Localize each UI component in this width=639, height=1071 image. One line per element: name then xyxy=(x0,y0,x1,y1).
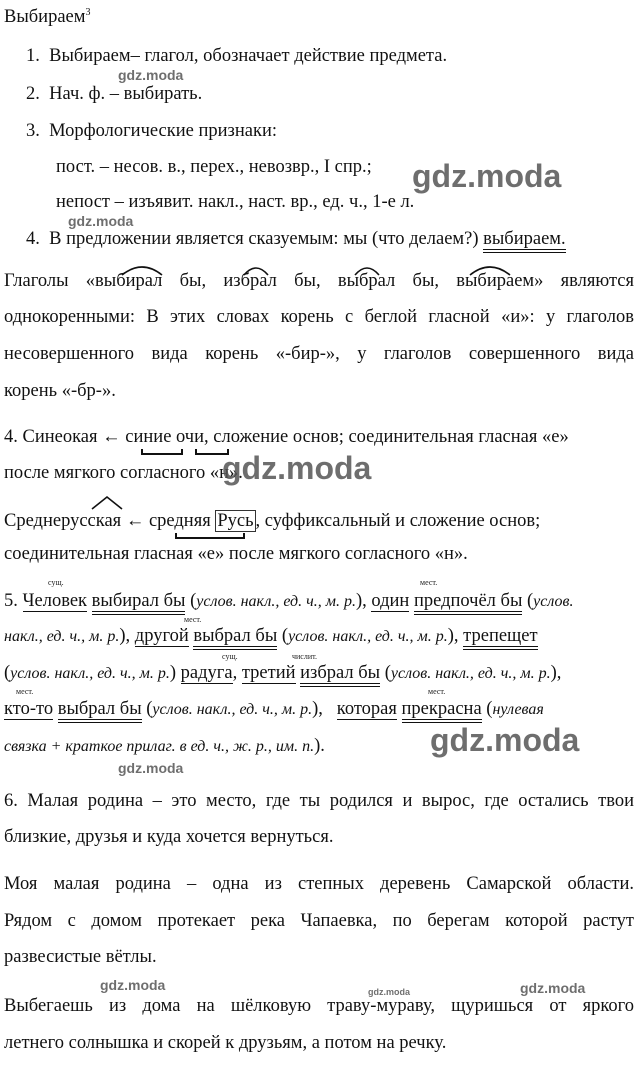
watermark: gdz.moda xyxy=(368,987,410,997)
connector-bracket-icon xyxy=(176,533,244,538)
para4b-line2: соединительная гласная «е» после мягкого согласного «н». xyxy=(4,544,468,564)
predicate-word: трепещет xyxy=(463,626,537,650)
watermark: gdz.moda xyxy=(68,213,134,229)
root-word-1: синие xyxy=(125,427,172,447)
pos-label: сущ. xyxy=(48,578,64,587)
predicate-word: выбрал бы xyxy=(193,626,277,650)
subject-word: третий xyxy=(241,663,296,683)
paren: ), xyxy=(447,626,459,646)
root-arc-icon xyxy=(355,268,379,275)
para7-line3: развесистые вётлы. xyxy=(4,947,157,967)
pos-label: мест. xyxy=(16,687,34,696)
paren: ), xyxy=(312,699,323,719)
grammar-note: связка + краткое прилаг. в ед. ч., ж. р., им. п. xyxy=(4,738,315,755)
grammar-note: услов. накл., ед. ч., м. р. xyxy=(196,593,356,610)
paren: ( xyxy=(4,663,11,683)
predicate-word: избрал бы xyxy=(300,663,380,687)
paren: ( xyxy=(146,699,153,719)
para1-line2: однокоренными: В этих словах корень с беглой гласной «и»: у глаголов xyxy=(4,307,634,327)
paren: ), xyxy=(550,663,562,683)
paren: ( xyxy=(281,626,289,646)
title-footnote-mark: 3 xyxy=(85,7,91,18)
root-word-2: Русь xyxy=(217,511,254,531)
list-number: 3. xyxy=(26,121,40,141)
predicate-word: прекрасна xyxy=(402,699,482,723)
grammar-note: услов. накл., ед. ч., м. р. xyxy=(10,665,170,682)
watermark: gdz.moda xyxy=(430,722,580,758)
constant-features: пост. – несов. в., перех., невозвр., I спр.; xyxy=(56,157,372,177)
grammar-note: нулевая xyxy=(492,701,544,718)
pos-label: мест. xyxy=(420,578,438,587)
root-arc-icon xyxy=(122,267,162,275)
predicate-word: выбираем. xyxy=(483,229,565,253)
root-arc-icon xyxy=(244,268,268,275)
watermark: gdz.moda xyxy=(520,980,586,996)
paren: ( xyxy=(486,699,493,719)
grammar-note: услов. накл., ед. ч., м. р. xyxy=(152,701,313,718)
para8-line2: летнего солнышка и скорей к друзьям, а потом на речку. xyxy=(4,1033,447,1053)
root-word-2: очи xyxy=(176,427,205,447)
para8-line1: Выбегаешь из дома на шёлковую траву-мураву, щуришься от яркого xyxy=(4,996,634,1016)
para6-line1: 6. Малая родина – это место, где ты родился и вырос, где остались твои xyxy=(4,791,634,811)
list-text: Нач. ф. – выбирать. xyxy=(49,84,203,104)
grammar-note: услов. накл., ед. ч., м. р. xyxy=(390,665,551,682)
compound-word: 4. Синеокая ← xyxy=(4,427,121,447)
watermark: gdz.moda xyxy=(118,760,184,776)
subject-word: которая xyxy=(336,699,397,719)
predicate-word: выбрал бы xyxy=(58,699,142,723)
para1-line3: несовершенного вида корень «-бир-», у глаголов совершенного вида xyxy=(4,344,634,364)
predicate-word: выбирал бы xyxy=(92,591,186,615)
paren: ), xyxy=(119,626,131,646)
para5-line3: (услов. накл., ед. ч., м. р.) радуга, третий избрал бы (услов. накл., ед. ч., м. р.), xyxy=(4,662,561,685)
paren: ). xyxy=(314,736,325,756)
pos-label: числит. xyxy=(292,652,318,661)
root-arc-icon xyxy=(470,267,510,275)
connector-bracket-icon xyxy=(142,449,182,454)
word-formation-note: , суффиксальный и сложение основ; xyxy=(255,511,541,531)
watermark: gdz.moda xyxy=(412,158,562,194)
watermark: gdz.moda xyxy=(118,67,184,83)
list-text: Выбираем– глагол, обозначает действие предмета. xyxy=(49,46,448,66)
watermark: gdz.moda xyxy=(100,977,166,993)
para4-line2: после мягкого согласного «н». xyxy=(4,463,243,483)
grammar-note: услов. накл., ед. ч., м. р. xyxy=(288,628,448,645)
para6-line2: близкие, друзья и куда хочется вернуться. xyxy=(4,827,334,847)
predicate-word: предпочёл бы xyxy=(414,591,522,615)
list-text: Морфологические признаки: xyxy=(49,121,277,141)
paren: ( xyxy=(190,591,197,611)
subject-word: кто-то xyxy=(4,699,54,719)
list-text: В предложении является сказуемым: мы (что делаем?) xyxy=(49,229,479,249)
para7-line2: Рядом с домом протекает река Чапаевка, по берегам которой растут xyxy=(4,911,634,931)
suffix-caret-icon xyxy=(92,497,122,509)
para1-line1: Глаголы «выбирал бы, избрал бы, выбрал бы, выбираем» являются xyxy=(4,271,634,291)
watermark: gdz.moda xyxy=(222,450,372,486)
variable-features: непост – изъявит. накл., наст. вр., ед. ч., 1-е л. xyxy=(56,192,415,212)
para7-line1: Моя малая родина – одна из степных деревень Самарской области. xyxy=(4,874,634,894)
item-number: 5. xyxy=(4,591,18,611)
word-formation-note: , сложение основ; соединительная гласная «е» xyxy=(204,427,569,447)
paren: ) xyxy=(169,663,177,683)
pos-label: мест. xyxy=(428,687,446,696)
list-number: 4. xyxy=(26,229,40,249)
paren: ( xyxy=(527,591,534,611)
para1-line4: корень «-бр-». xyxy=(4,381,116,401)
subject-word: другой xyxy=(134,626,189,646)
compound-word: Среднерусская ← xyxy=(4,511,145,531)
title-text: Выбираем xyxy=(4,7,86,28)
grammar-note: услов. xyxy=(533,593,574,610)
list-number: 2. xyxy=(26,84,40,104)
pos-label: сущ. xyxy=(222,652,238,661)
paren: ), xyxy=(355,591,367,611)
list-number: 1. xyxy=(26,46,40,66)
subject-word: радуга xyxy=(180,663,233,683)
subject-word: Человек xyxy=(22,591,88,611)
subject-word: один xyxy=(371,591,410,611)
root-word-1: средняя xyxy=(148,511,211,531)
grammar-note: накл., ед. ч., м. р. xyxy=(4,628,120,645)
paren: ( xyxy=(384,663,391,683)
pos-label: мест. xyxy=(184,615,202,624)
